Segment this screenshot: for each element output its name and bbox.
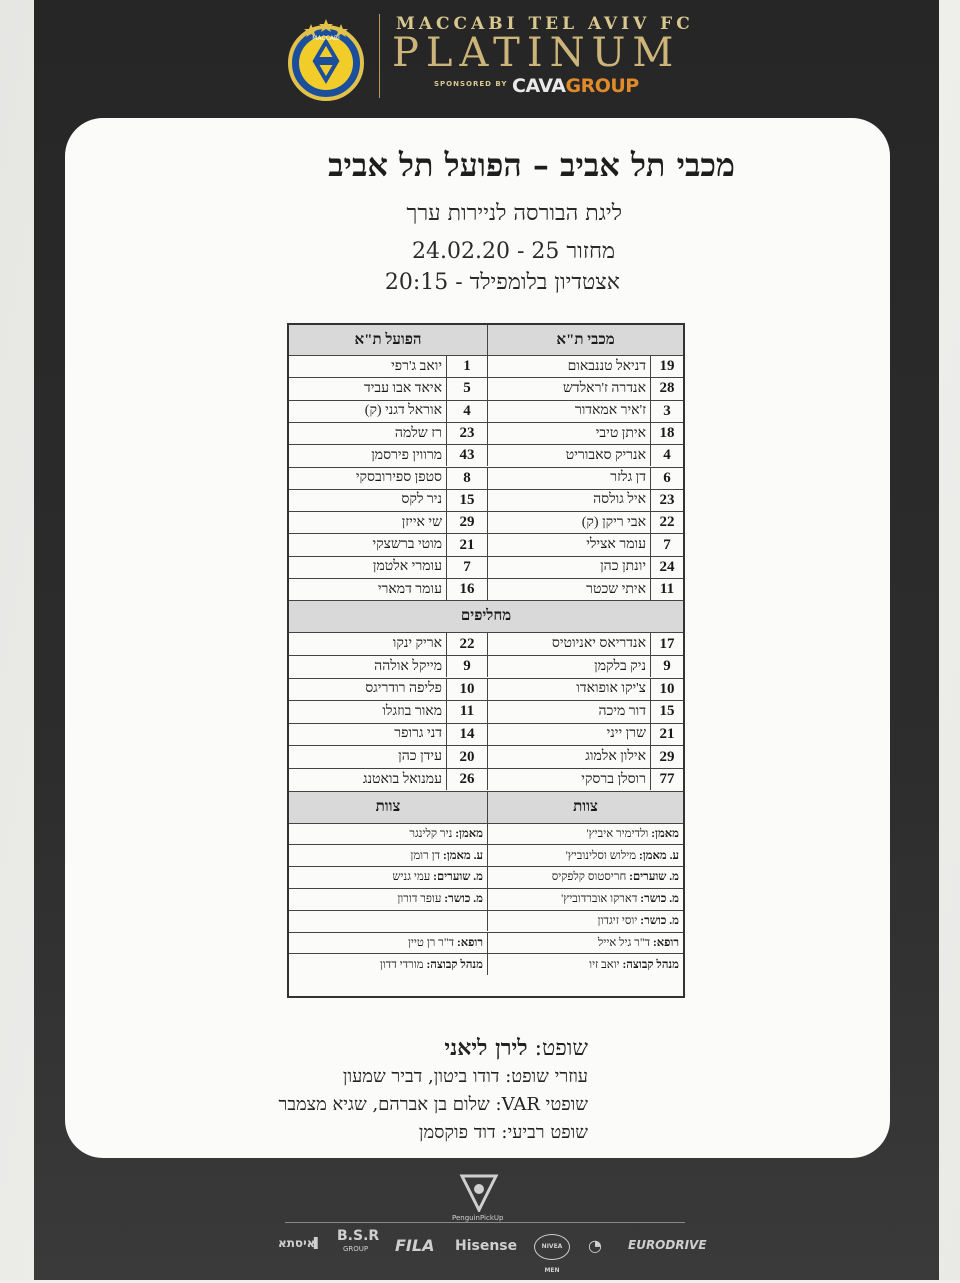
referee-line bbox=[88, 1035, 588, 1061]
match-round-date: מחזור 25 - 24.02.20 bbox=[411, 239, 615, 264]
staff-header-row bbox=[289, 791, 683, 823]
home-staff-member bbox=[488, 845, 683, 866]
issta-logo: איסתא bbox=[278, 1236, 316, 1250]
home-staff-member bbox=[488, 867, 683, 888]
away-staff-name: עופר דורון bbox=[397, 893, 442, 906]
away-staff-header: צוות bbox=[289, 792, 487, 823]
home-player-number: 15 bbox=[659, 703, 675, 720]
home-staff-name: יוסי זיגדון bbox=[597, 915, 638, 928]
penguin-pickup-label: PenguinPickUp bbox=[452, 1214, 504, 1222]
home-player-name: אנדריאס יאניוטיס bbox=[551, 636, 646, 652]
away-player-name: אוראל דגני (ק) bbox=[364, 403, 442, 419]
home-staff-role: מ. כושר: bbox=[640, 915, 679, 928]
nivea-men-logo: NIVEA MEN bbox=[534, 1234, 570, 1260]
away-staff-member bbox=[289, 954, 487, 975]
assistant-referees: עוזרי שופט: דודו ביטון, דביר שמעון bbox=[342, 1066, 588, 1087]
sponsor-divider bbox=[285, 1222, 685, 1223]
away-player-name: עידן כהן bbox=[398, 749, 442, 765]
home-player-number: 29 bbox=[659, 748, 675, 765]
home-player-name: אנדרה ז'ראלדש bbox=[562, 380, 646, 396]
home-player-number: 28 bbox=[659, 380, 675, 397]
away-player-name: מוטי ברשצקי bbox=[372, 537, 442, 553]
home-player-name: דניאל טננבאום bbox=[567, 358, 646, 374]
away-staff-name: ניר קלינגר bbox=[409, 827, 453, 840]
away-staff-member bbox=[289, 824, 487, 845]
away-player-name: אריק ינקו bbox=[392, 636, 442, 652]
club-name: MACCABI TEL AVIV FC bbox=[396, 14, 694, 34]
home-player-number: 18 bbox=[659, 425, 675, 442]
home-staff-name: חריסטוס קלפקיס bbox=[551, 871, 627, 884]
away-staff-member bbox=[289, 845, 487, 866]
home-player-number: 11 bbox=[659, 581, 675, 598]
home-player-name: רוסלן ברסקי bbox=[581, 771, 646, 787]
away-staff-member bbox=[289, 867, 487, 888]
maccabi-crest-logo bbox=[283, 18, 369, 104]
home-player-name: יונתן כהן bbox=[600, 559, 646, 575]
league-name: ליגת הבורסה לניירות ערך bbox=[406, 201, 622, 226]
player-row bbox=[289, 511, 683, 533]
player-row bbox=[289, 678, 683, 701]
home-team-header: מכבי ת"א bbox=[488, 325, 683, 355]
away-player-number: 7 bbox=[463, 558, 471, 575]
away-staff-role: ע. מאמן: bbox=[442, 849, 483, 862]
away-player-number: 8 bbox=[463, 469, 471, 486]
home-staff-member bbox=[488, 911, 683, 932]
away-player-name: עומרי אלטמן bbox=[372, 559, 442, 575]
player-row bbox=[289, 700, 683, 723]
player-row bbox=[289, 655, 683, 678]
away-staff-name: דן רומן bbox=[410, 849, 441, 862]
away-player-number: 4 bbox=[463, 402, 471, 419]
team-header-row bbox=[289, 325, 683, 355]
home-player-number: 23 bbox=[659, 491, 675, 508]
match-venue-time: אצטדיון בלומפילד - 20:15 bbox=[384, 270, 620, 295]
away-staff-role: רופא: bbox=[456, 936, 483, 949]
player-row bbox=[289, 377, 683, 399]
home-player-name: שרן ייני bbox=[606, 726, 646, 742]
away-staff-role: מנהל קבוצה: bbox=[426, 958, 483, 971]
away-staff-role: מאמן: bbox=[455, 827, 483, 840]
header-divider bbox=[379, 14, 380, 98]
away-player-number: 5 bbox=[463, 380, 471, 397]
home-staff-role: מנהל קבוצה: bbox=[622, 958, 679, 971]
referee-label: שופט: bbox=[534, 1036, 588, 1061]
cava-text: CAVA bbox=[512, 75, 566, 97]
player-row bbox=[289, 444, 683, 466]
home-player-name: דור מיכה bbox=[598, 703, 646, 719]
referee-name: לירן ליאני bbox=[444, 1035, 528, 1061]
away-player-number: 15 bbox=[459, 491, 475, 508]
away-player-name: עמנואל בואטנג bbox=[362, 771, 442, 787]
home-player-number: 3 bbox=[663, 402, 671, 419]
away-player-number: 23 bbox=[459, 425, 475, 442]
away-player-number: 1 bbox=[463, 358, 471, 375]
away-staff-member bbox=[289, 889, 487, 910]
player-row bbox=[289, 355, 683, 377]
home-player-number: 24 bbox=[659, 558, 675, 575]
away-staff-role: מ. כושר: bbox=[444, 893, 483, 906]
var-referees: שופטי VAR: שלום בן אברהם, שגיא מצמבר bbox=[278, 1094, 588, 1115]
home-player-name: עומר אצילי bbox=[586, 537, 646, 553]
away-player-name: עומר דמארי bbox=[377, 581, 442, 597]
home-staff-role: ע. מאמן: bbox=[638, 849, 679, 862]
home-player-name: ניק בלקמן bbox=[594, 658, 646, 674]
away-staff-member bbox=[289, 911, 487, 932]
away-player-number: 10 bbox=[459, 680, 475, 697]
away-player-name: יואב ג'רפי bbox=[391, 358, 442, 374]
issta-icon: ı bbox=[312, 1230, 320, 1255]
away-player-number: 29 bbox=[459, 514, 475, 531]
away-player-number: 20 bbox=[459, 748, 475, 765]
home-player-number: 77 bbox=[659, 771, 675, 788]
home-staff-name: יואב זיו bbox=[589, 958, 620, 971]
player-row bbox=[289, 723, 683, 746]
away-staff-member bbox=[289, 933, 487, 954]
home-player-number: 21 bbox=[659, 725, 675, 742]
home-player-number: 6 bbox=[663, 469, 671, 486]
player-row bbox=[289, 745, 683, 768]
bsr-logo: B.S.R bbox=[337, 1228, 380, 1244]
program-title: PLATINUM bbox=[392, 30, 681, 76]
home-player-name: איל גולסה bbox=[593, 492, 646, 508]
home-player-name: אילון אלמוג bbox=[585, 749, 646, 765]
away-player-name: איאד אבו עביד bbox=[363, 380, 442, 396]
player-row bbox=[289, 400, 683, 422]
home-player-name: אבי ריקן (ק) bbox=[581, 514, 646, 530]
away-staff-name: עמי גניש bbox=[392, 871, 431, 884]
player-row bbox=[289, 556, 683, 578]
away-player-name: ניר לקס bbox=[401, 492, 442, 508]
eurodrive-logo: EURODRIVE bbox=[628, 1238, 707, 1252]
home-staff-name: דארקו אוברדוביץ' bbox=[561, 893, 638, 906]
home-staff-member bbox=[488, 933, 683, 954]
away-player-name: סטפן ספירובסקי bbox=[355, 470, 442, 486]
home-staff-role: מאמן: bbox=[651, 827, 679, 840]
fila-logo: FILA bbox=[395, 1236, 435, 1255]
fourth-referee: שופט רביעי: דוד פוקסמן bbox=[418, 1122, 588, 1143]
home-staff-role: מ. שוערים: bbox=[629, 871, 679, 884]
away-staff-name: מורדי דדון bbox=[379, 958, 424, 971]
home-staff-member bbox=[488, 824, 683, 845]
away-player-number: 22 bbox=[459, 635, 475, 652]
away-player-number: 9 bbox=[463, 658, 471, 675]
staff-row bbox=[289, 953, 683, 975]
home-staff-header: צוות bbox=[488, 792, 683, 823]
away-player-name: דני גרופר bbox=[394, 726, 442, 742]
away-player-name: רז שלמה bbox=[394, 425, 442, 441]
away-player-name: פליפה רודריגס bbox=[365, 681, 442, 697]
player-row bbox=[289, 467, 683, 489]
match-title: מכבי תל אביב – הפועל תל אביב bbox=[328, 146, 735, 184]
away-staff-role: מ. שוערים: bbox=[433, 871, 483, 884]
player-row bbox=[289, 578, 683, 600]
away-player-number: 43 bbox=[459, 447, 475, 464]
home-staff-name: מילוש וסלינוביץ' bbox=[565, 849, 637, 862]
staff-row bbox=[289, 823, 683, 845]
away-player-name: מאור בוזגלו bbox=[382, 703, 442, 719]
home-player-name: צ'יקו אופואדו bbox=[576, 681, 646, 697]
sponsored-by-label: SPONSORED BY bbox=[434, 80, 508, 88]
player-row bbox=[289, 632, 683, 655]
away-staff-name: ד"ר רן טיין bbox=[407, 936, 455, 949]
home-staff-role: רופא: bbox=[652, 936, 679, 949]
home-player-number: 4 bbox=[663, 447, 671, 464]
home-player-name: ז'איר אמאדור bbox=[574, 403, 646, 419]
staff-row bbox=[289, 932, 683, 954]
home-player-number: 17 bbox=[659, 635, 675, 652]
lineup-table bbox=[287, 323, 685, 998]
cava-group-logo bbox=[512, 75, 639, 97]
home-player-number: 19 bbox=[659, 358, 675, 375]
subs-header-row bbox=[289, 600, 683, 632]
away-player-number: 26 bbox=[459, 771, 475, 788]
away-player-name: שי אייזן bbox=[401, 514, 442, 530]
crest-text: MACCABI bbox=[312, 35, 340, 42]
home-staff-role: מ. כושר: bbox=[640, 893, 679, 906]
home-staff-name: ד"ר גיל אייל bbox=[597, 936, 651, 949]
bsr-sub-label: GROUP bbox=[343, 1245, 369, 1253]
staff-row bbox=[289, 844, 683, 866]
subs-header: מחליפים bbox=[289, 601, 683, 632]
pizza-logo-icon: ◔ bbox=[588, 1236, 602, 1255]
home-staff-member bbox=[488, 889, 683, 910]
player-row bbox=[289, 533, 683, 555]
home-player-number: 22 bbox=[659, 514, 675, 531]
player-row bbox=[289, 489, 683, 511]
group-text: GROUP bbox=[565, 75, 639, 97]
away-player-number: 21 bbox=[459, 536, 475, 553]
penguin-pickup-icon bbox=[458, 1172, 500, 1212]
home-player-number: 7 bbox=[663, 536, 671, 553]
hisense-logo: Hisense bbox=[455, 1238, 518, 1254]
home-player-name: אנריק סאבוריט bbox=[565, 447, 646, 463]
home-player-name: איתי שכטר bbox=[586, 581, 646, 597]
staff-row bbox=[289, 910, 683, 932]
home-staff-name: ולדימיר איביץ' bbox=[586, 827, 649, 840]
home-player-name: איתן טיבי bbox=[595, 425, 646, 441]
home-player-number: 9 bbox=[663, 658, 671, 675]
home-staff-member bbox=[488, 954, 683, 975]
away-player-number: 14 bbox=[459, 725, 475, 742]
away-team-header: הפועל ת"א bbox=[289, 325, 487, 355]
away-player-name: מרווין פירסמן bbox=[371, 447, 442, 463]
away-player-number: 11 bbox=[459, 703, 475, 720]
player-row bbox=[289, 422, 683, 444]
away-player-name: מייקל אולהה bbox=[374, 658, 442, 674]
player-row bbox=[289, 768, 683, 791]
away-player-number: 16 bbox=[459, 581, 475, 598]
home-player-name: דן גלזר bbox=[610, 470, 646, 486]
staff-row bbox=[289, 866, 683, 888]
home-player-number: 10 bbox=[659, 680, 675, 697]
staff-row bbox=[289, 888, 683, 910]
